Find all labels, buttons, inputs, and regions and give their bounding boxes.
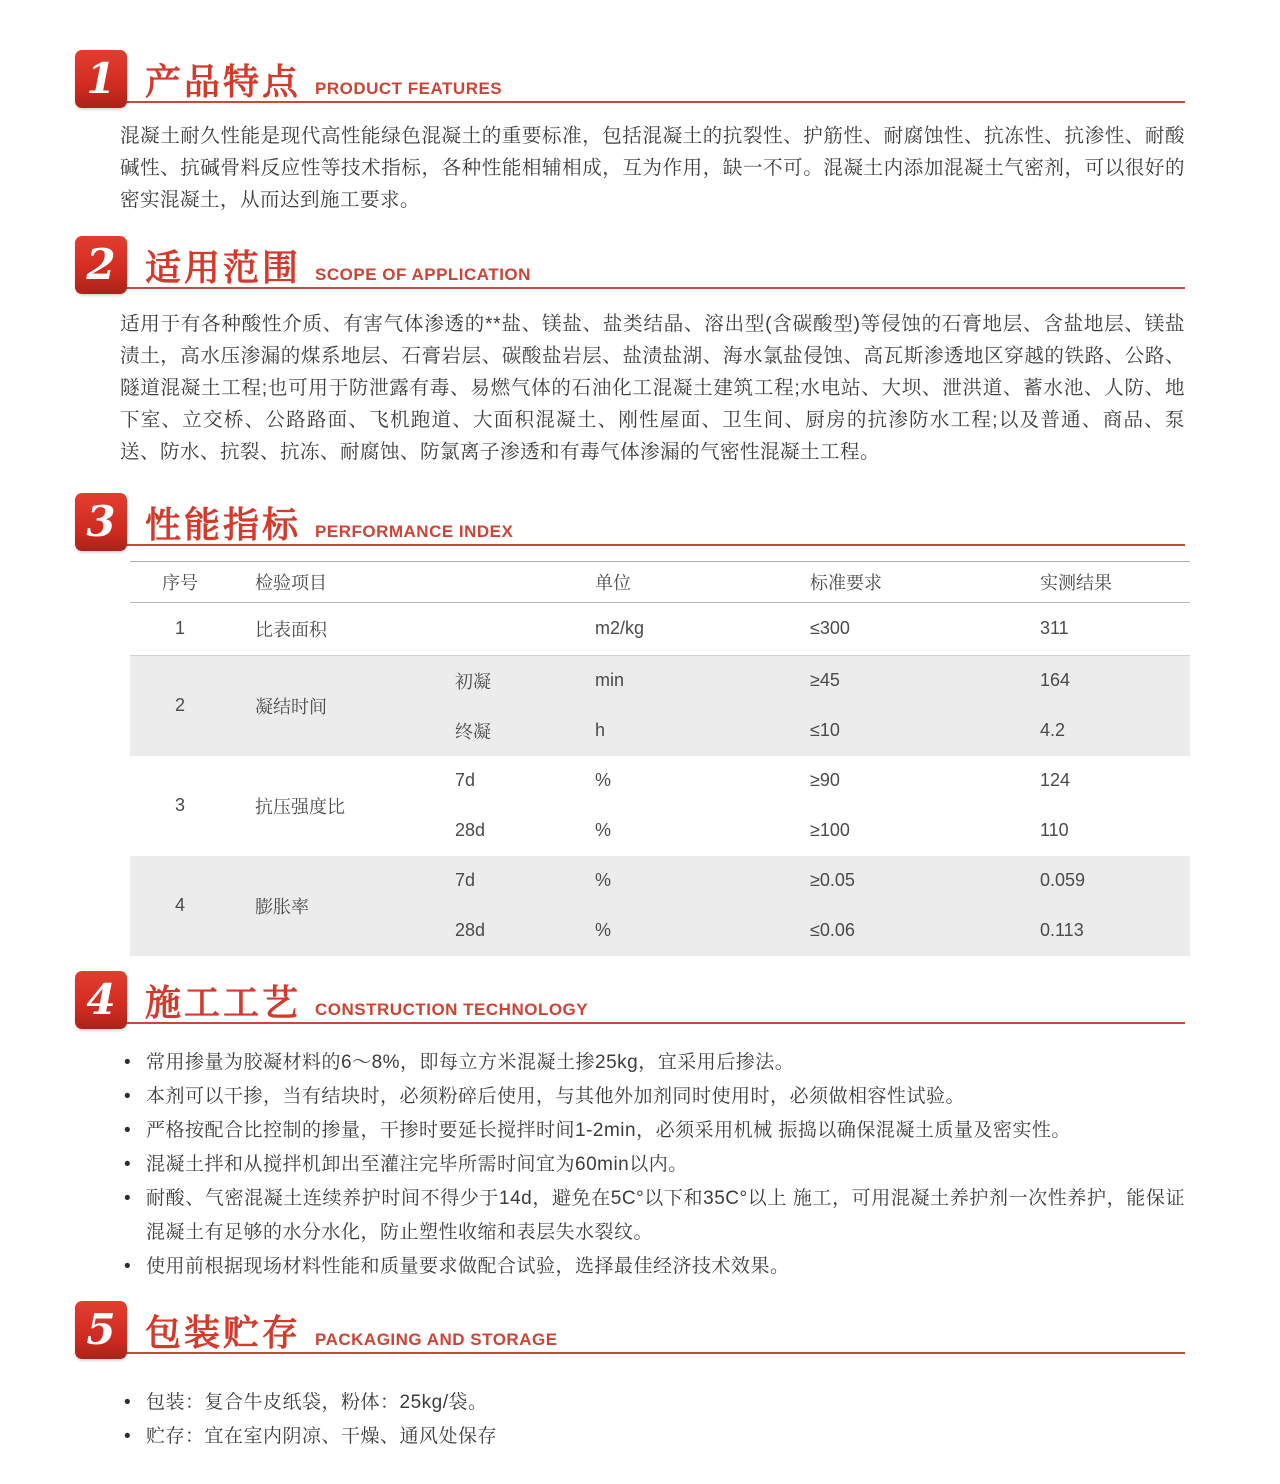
cell-result: 4.2 bbox=[1015, 706, 1190, 756]
cell-result: 311 bbox=[1015, 602, 1190, 655]
section-scope-of-application bbox=[75, 236, 1185, 468]
section-number-badge: 4 bbox=[75, 971, 127, 1029]
cell-no: 1 bbox=[130, 602, 230, 655]
performance-index-table bbox=[130, 561, 1190, 956]
cell-standard: ≤300 bbox=[785, 602, 1015, 655]
cell-subitem: 初凝 bbox=[420, 655, 570, 706]
col-header-standard: 标准要求 bbox=[785, 561, 1015, 602]
section-product-features bbox=[75, 50, 1185, 216]
section-title-zh: 适用范围 bbox=[145, 246, 302, 288]
section-number-badge: 5 bbox=[75, 1301, 127, 1359]
cell-no: 2 bbox=[130, 655, 230, 756]
table-row bbox=[130, 856, 1190, 906]
cell-item: 抗压强度比 bbox=[255, 796, 345, 817]
section-title-en: PERFORMANCE INDEX bbox=[315, 521, 514, 541]
list-item: • 耐酸、气密混凝土连续养护时间不得少于14d，避免在5C°以下和35C°以上 施工，可用混凝土养护剂一次性养护，能保证混凝土有足够的水分水化，防止塑性收缩和表层失水裂纹。 bbox=[120, 1182, 1185, 1250]
cell-unit: % bbox=[595, 820, 612, 840]
cell-standard: ≥90 bbox=[810, 770, 840, 790]
cell-subitem: 终凝 bbox=[420, 706, 570, 756]
table-row bbox=[130, 655, 1190, 706]
section-title-en: SCOPE OF APPLICATION bbox=[315, 264, 531, 284]
col-header-unit: 单位 bbox=[570, 561, 785, 602]
section-header bbox=[75, 1301, 1185, 1365]
section-title-en: CONSTRUCTION TECHNOLOGY bbox=[315, 999, 589, 1019]
list-item: • 混凝土拌和从搅拌机卸出至灌注完毕所需时间宜为60min以内。 bbox=[120, 1148, 1185, 1182]
section-title-zh: 性能指标 bbox=[145, 503, 302, 545]
list-item: • 使用前根据现场材料性能和质量要求做配合试验，选择最佳经济技术效果。 bbox=[120, 1250, 1185, 1284]
cell-result: 0.113 bbox=[1015, 906, 1190, 956]
cell-subitem: 7d bbox=[455, 770, 476, 790]
table-header-row bbox=[130, 561, 1190, 602]
section-performance-index bbox=[75, 493, 1185, 956]
col-header-result: 实测结果 bbox=[1015, 561, 1190, 602]
section-titles bbox=[145, 1305, 558, 1356]
section-titles bbox=[145, 497, 513, 548]
section-construction-technology bbox=[75, 971, 1185, 1284]
section-title-en: PACKAGING AND STORAGE bbox=[315, 1329, 558, 1349]
product-features-paragraph: 混凝土耐久性能是现代高性能绿色混凝土的重要标准，包括混凝土的抗裂性、护筋性、耐腐蚀性、抗冻性、抗渗性、耐酸碱性、抗碱骨料反应性等技术指标，各种性能相辅相成，互为作用，缺一不可。混凝土内添加混凝土气密剂，可以很好的密实混凝土，从而达到施工要求。 bbox=[120, 125, 1185, 211]
cell-item: 比表面积 bbox=[230, 602, 570, 655]
section-header bbox=[75, 971, 1185, 1035]
cell-standard: ≥100 bbox=[810, 820, 850, 840]
cell-unit: % bbox=[595, 770, 612, 790]
section-title-zh: 施工工艺 bbox=[145, 981, 302, 1023]
cell-subitem: 28d bbox=[455, 820, 486, 840]
section-number-badge: 1 bbox=[75, 50, 127, 108]
construction-bullet-list bbox=[75, 1046, 1185, 1284]
cell-unit: min bbox=[570, 655, 785, 706]
cell-result: 124 bbox=[1040, 770, 1071, 790]
list-item: • 严格按配合比控制的掺量，干掺时要延长搅拌时间1-2min，必须采用机械 振捣以确保混凝土质量及密实性。 bbox=[120, 1114, 1185, 1148]
cell-result: 0.059 bbox=[1015, 856, 1190, 906]
cell-unit: h bbox=[570, 706, 785, 756]
section-packaging-storage bbox=[75, 1301, 1185, 1454]
section-title-zh: 包装贮存 bbox=[145, 1311, 302, 1353]
cell-unit: % bbox=[570, 856, 785, 906]
list-item: • 常用掺量为胶凝材料的6～8%，即每立方米混凝土掺25kg，宜采用后掺法。 bbox=[120, 1046, 1185, 1080]
list-item: • 本剂可以干掺，当有结块时，必须粉碎后使用，与其他外加剂同时使用时，必须做相容性试验。 bbox=[120, 1080, 1185, 1114]
list-item: • 贮存：宜在室内阴凉、干燥、通风处保存 bbox=[120, 1420, 1185, 1454]
cell-item: 凝结时间 bbox=[230, 655, 420, 756]
scope-paragraph: 适用于有各种酸性介质、有害气体渗透的**盐、镁盐、盐类结晶、溶出型(含碳酸型)等侵蚀的石膏地层、含盐地层、镁盐渍土，高水压渗漏的煤系地层、石膏岩层、碳酸盐岩层、盐渍盐湖、海水氯盐侵蚀、高瓦斯渗透地区穿越的铁路、公路、隧道混凝土工程;也可用于防泄露有毒、易燃气体的石油化工混凝土建筑工程;水电站、大坝、泄洪道、蓄水池、人防、地下室、立交桥、公路路面、飞机跑道、大面积混凝土、刚性屋面、卫生间、厨房的抗渗防水工程;以及普通、商品、泵送、防水、抗裂、抗冻、耐腐蚀、防氯离子渗透和有毒气体渗漏的气密性混凝土工程。 bbox=[120, 312, 1185, 463]
cell-result: 110 bbox=[1040, 820, 1069, 840]
list-item: • 包装：复合牛皮纸袋，粉体：25kg/袋。 bbox=[120, 1386, 1185, 1420]
section-number-badge: 2 bbox=[75, 236, 127, 294]
cell-unit: % bbox=[570, 906, 785, 956]
section-titles bbox=[145, 54, 502, 105]
cell-unit: m2/kg bbox=[570, 602, 785, 655]
section-header bbox=[75, 50, 1185, 114]
table-row bbox=[130, 602, 1190, 655]
cell-subitem: 7d bbox=[420, 856, 570, 906]
section-title-zh: 产品特点 bbox=[145, 61, 302, 102]
col-header-no: 序号 bbox=[130, 561, 230, 602]
section-title-en: PRODUCT FEATURES bbox=[315, 79, 503, 98]
packaging-bullet-list bbox=[75, 1386, 1185, 1454]
cell-standard: ≥0.05 bbox=[785, 856, 1015, 906]
cell-no: 3 bbox=[174, 795, 185, 815]
cell-subitem: 28d bbox=[420, 906, 570, 956]
cell-standard: ≤0.06 bbox=[785, 906, 1015, 956]
section-titles bbox=[145, 240, 531, 291]
table-row bbox=[130, 756, 1190, 806]
cell-standard: ≤10 bbox=[785, 706, 1015, 756]
cell-result: 164 bbox=[1015, 655, 1190, 706]
product-datasheet-page bbox=[75, 0, 1185, 1454]
cell-standard: ≥45 bbox=[785, 655, 1015, 706]
section-header bbox=[75, 493, 1185, 557]
section-header bbox=[75, 236, 1185, 300]
col-header-item: 检验项目 bbox=[230, 561, 570, 602]
section-titles bbox=[145, 975, 588, 1026]
cell-item: 膨胀率 bbox=[230, 856, 420, 956]
section-number-badge: 3 bbox=[75, 493, 127, 551]
cell-no: 4 bbox=[130, 856, 230, 956]
